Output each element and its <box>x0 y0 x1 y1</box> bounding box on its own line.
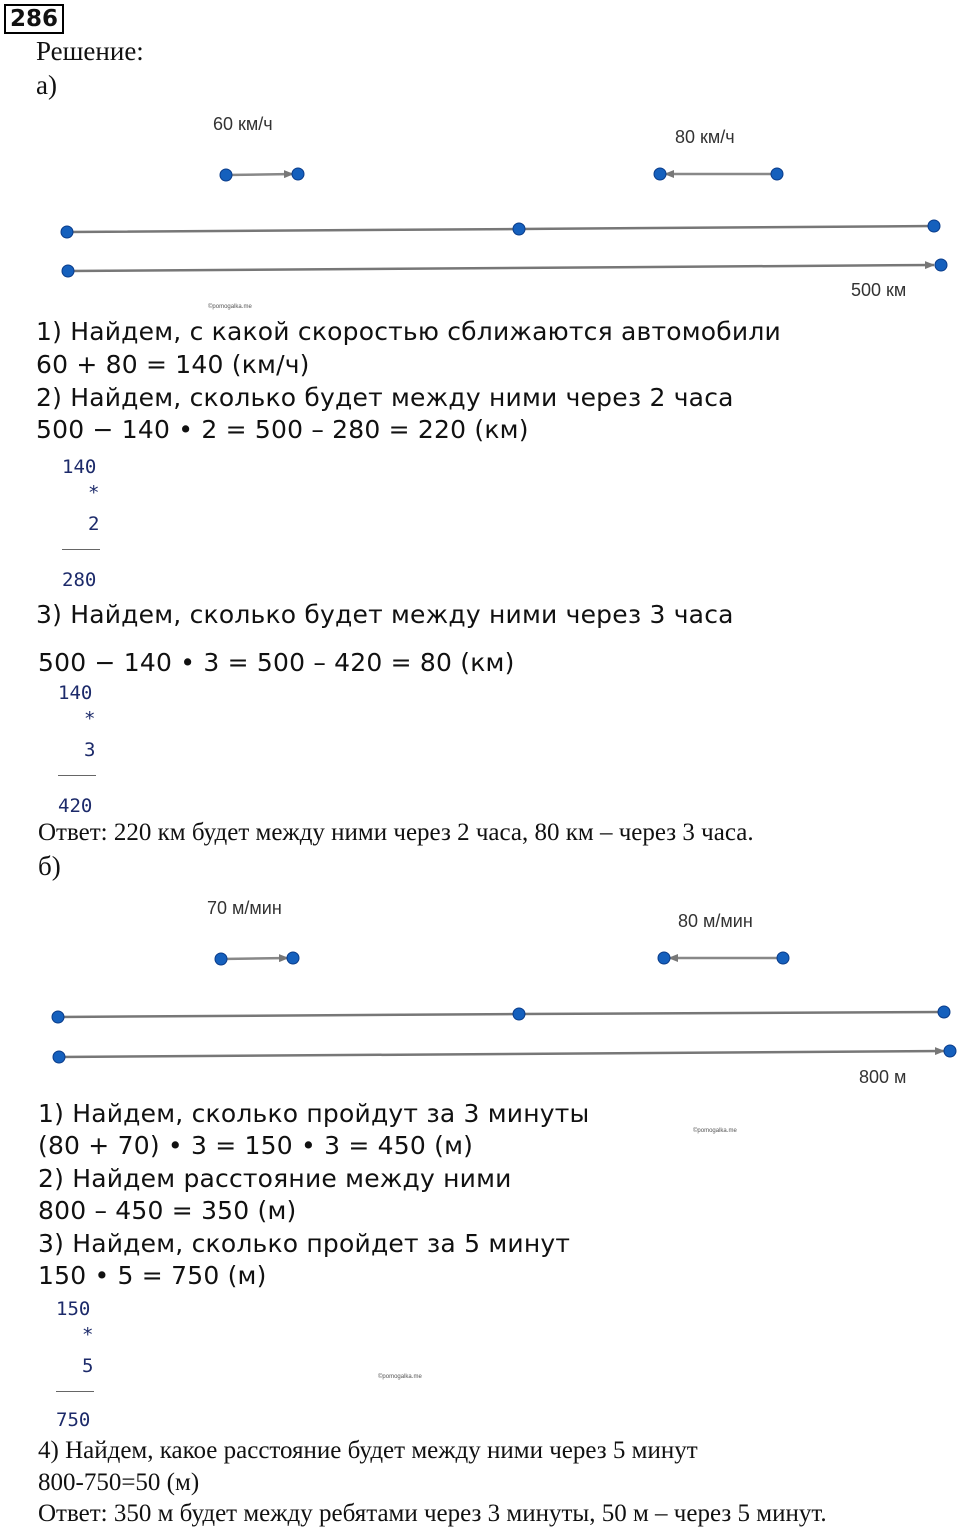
calc-rule <box>56 1391 94 1392</box>
speed-label-left: 60 км/ч <box>213 114 273 134</box>
speed-label-right: 80 км/ч <box>675 127 735 147</box>
part-b-label: б) <box>38 851 61 881</box>
point <box>944 1045 956 1057</box>
point <box>53 1051 65 1063</box>
point <box>287 952 299 964</box>
step-3-equation: 150 • 5 = 750 (м) <box>38 1261 267 1290</box>
speed-label-right: 80 м/мин <box>678 911 753 931</box>
part-a-label: а) <box>36 70 57 100</box>
road-line <box>58 1012 944 1017</box>
calc-op: * <box>84 708 96 730</box>
watermark: ©pomogalka.me <box>378 1374 422 1380</box>
step-3-equation: 500 − 140 • 3 = 500 – 420 = 80 (км) <box>38 648 515 677</box>
answer-a: Ответ: 220 км будет между ними через 2 часа, 80 км – через 3 часа. <box>38 819 754 846</box>
calc-bottom: 5 <box>82 1355 94 1377</box>
calc-result: 750 <box>56 1409 91 1431</box>
step-4-text: 4) Найдем, какое расстояние будет между ними через 5 минут <box>38 1437 698 1464</box>
step-1-text: 1) Найдем, с какой скоростью сближаются автомобили <box>36 317 781 346</box>
point <box>215 953 227 965</box>
step-3-text: 3) Найдем, сколько пройдет за 5 минут <box>38 1229 571 1258</box>
step-3-text: 3) Найдем, сколько будет между ними через 3 часа <box>36 600 734 629</box>
calc-top: 150 <box>56 1298 91 1320</box>
watermark: ©pomogalka.me <box>693 1128 737 1134</box>
calc-result: 280 <box>62 569 97 591</box>
distance-arrow <box>59 1051 944 1057</box>
step-1-equation: 60 + 80 = 140 (км/ч) <box>36 350 310 379</box>
point <box>513 1008 525 1020</box>
step-2-equation: 800 – 450 = 350 (м) <box>38 1196 297 1225</box>
calc-op: * <box>82 1324 94 1346</box>
distance-label: 500 км <box>851 280 907 300</box>
point <box>52 1011 64 1023</box>
step-1-equation: (80 + 70) • 3 = 150 • 3 = 450 (м) <box>38 1131 474 1160</box>
speed-label-left: 70 м/мин <box>207 898 282 918</box>
point <box>938 1006 950 1018</box>
arrow-right <box>221 958 288 959</box>
calc-op: * <box>88 482 100 504</box>
calc-top: 140 <box>62 456 97 478</box>
calc-bottom: 3 <box>84 739 96 761</box>
step-1-text: 1) Найдем, сколько пройдут за 3 минуты <box>38 1099 590 1128</box>
point <box>777 952 789 964</box>
watermark: ©pomogalka.me <box>208 304 252 310</box>
point <box>658 952 670 964</box>
calc-top: 140 <box>58 682 93 704</box>
problem-number: 286 <box>4 4 64 34</box>
step-2-equation: 500 − 140 • 2 = 500 – 280 = 220 (км) <box>36 415 529 444</box>
step-4-equation: 800-750=50 (м) <box>38 1469 200 1496</box>
calc-result: 420 <box>58 795 93 817</box>
calc-bottom: 2 <box>88 513 100 535</box>
answer-b: Ответ: 350 м будет между ребятами через 3 минуты, 50 м – через 5 минут. <box>38 1500 827 1527</box>
step-2-text: 2) Найдем расстояние между ними <box>38 1164 512 1193</box>
distance-label: 800 м <box>859 1067 907 1087</box>
solution-heading: Решение: <box>36 36 144 66</box>
step-2-text: 2) Найдем, сколько будет между ними через 2 часа <box>36 383 734 412</box>
